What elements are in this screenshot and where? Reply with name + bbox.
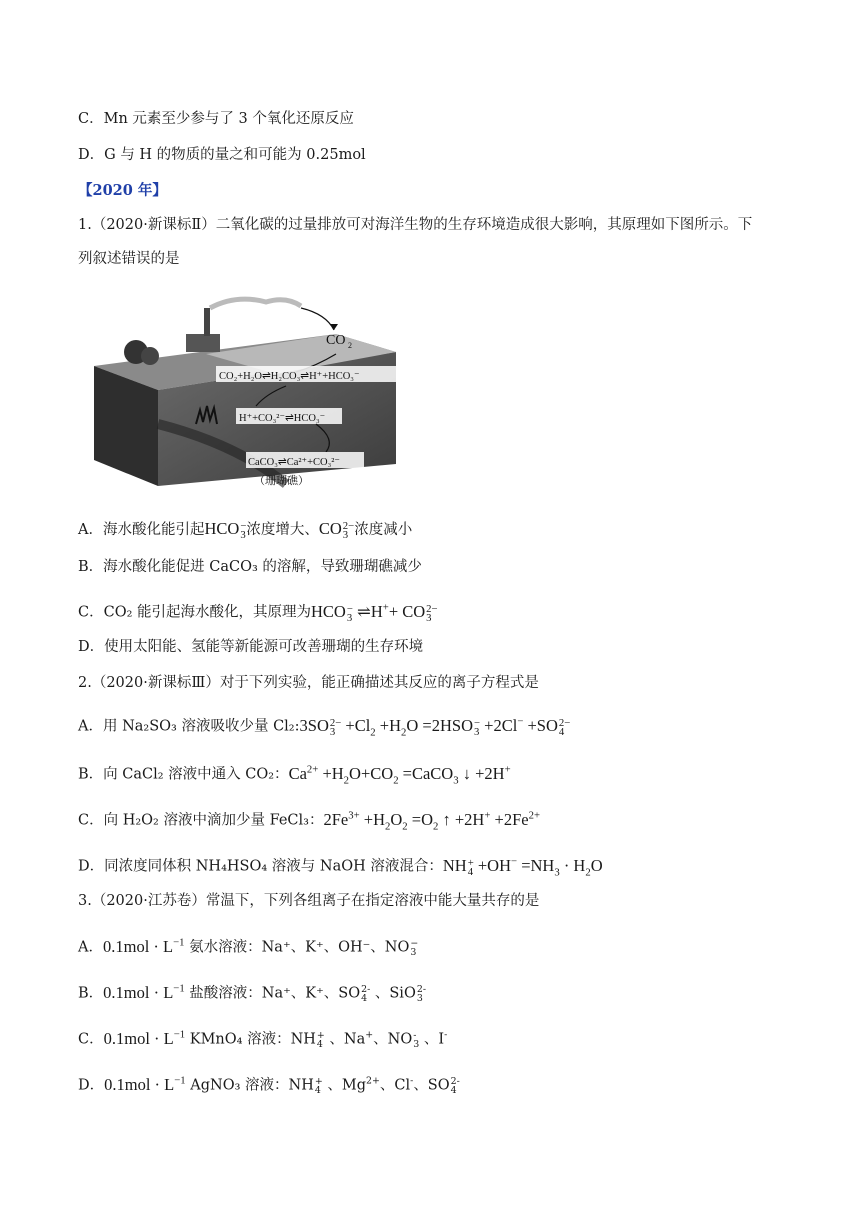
q1-option-c-text: C．CO₂ 能引起海水酸化，其原理为 — [78, 604, 311, 621]
q2-option-b-text: B．向 CaCl₂ 溶液中通入 CO₂： — [78, 766, 289, 783]
factory — [186, 334, 220, 352]
q3-concentration: $0.1mol \cdot L^{-1}$ — [103, 982, 185, 1002]
figure-coral-label: （珊瑚礁） — [254, 474, 309, 487]
q2-option-d-text: D．同浓度同体积 NH₄HSO₄ 溶液与 NaOH 溶液混合： — [78, 858, 443, 875]
q3-option-b: B．$0.1mol \cdot L^{-1}$ 盐酸溶液：Na⁺、K⁺、SO 2- 4 、SiO 2- 3 — [78, 982, 427, 1004]
q1-option-a-text-mid: 浓度增大、 — [246, 522, 319, 538]
figure-equation-3: CaCO₃⇌Ca²⁺+CO₃²⁻ — [248, 457, 340, 468]
nh4-charge: + 4 — [314, 1075, 323, 1096]
q2-option-a-equation: 3SO 2− 3 $+Cl_2 +H_2O =2HSO$ − 3 +2Cl− +SO 2− 4 — [299, 715, 571, 738]
q3-option-c-text: KMnO₄ 溶液：NH — [189, 1031, 316, 1048]
question-2-stem: 2.（2020·新课标Ⅲ）对于下列实验，能正确描述其反应的离子方程式是 — [78, 675, 539, 691]
q3-option-a — [78, 932, 418, 958]
q3-option-c-label: C． — [78, 1031, 104, 1048]
figure-equation-2: H⁺+CO₃²⁻⇌HCO₃⁻ — [239, 413, 326, 424]
q2-option-a — [78, 711, 570, 742]
sio3-charge: 2- 3 — [416, 983, 427, 1004]
q1-option-a — [78, 519, 412, 540]
hco3-formula: HCO − 3 — [204, 519, 247, 542]
q3-concentration: $0.1mol \cdot L^{-1}$ — [102, 936, 185, 956]
q2-option-c — [78, 805, 540, 836]
q3-option-d-label: D． — [78, 1077, 105, 1094]
figure-equation-1: CO₂+H₂O⇌H₂CO₃⇌H⁺+HCO₃⁻ — [219, 371, 360, 382]
q2-option-b-equation: $Ca^{2+} +H_2O+CO_2$ =CaCO$_3$ ↓ +2H+ — [288, 763, 511, 786]
figure-co2-label: CO — [326, 333, 346, 348]
q2-option-c-text: C．向 H₂O₂ 溶液中滴加少量 FeCl₃： — [78, 812, 324, 829]
q2-option-b — [78, 759, 511, 790]
section-heading-2020: 【2020 年】 — [78, 182, 167, 199]
tree-icon — [141, 347, 159, 365]
co3-formula: CO 2− 3 — [318, 519, 355, 542]
nh4-charge: + 4 — [316, 1029, 325, 1050]
question-1-stem: 1.（2020·新课标Ⅱ）二氧化碳的过量排放可对海洋生物的生存环境造成很大影响，其原理如下图所示。下 — [78, 217, 753, 233]
q3-option-b-label: B． — [78, 985, 104, 1002]
ocean-diagram — [86, 294, 406, 494]
q1-option-c — [78, 597, 438, 623]
question-3-stem: 3.（2020·江苏卷）常温下，下列各组离子在指定溶液中能大量共存的是 — [78, 893, 540, 909]
so4-charge: 2- 4 — [361, 983, 371, 1004]
figure-co2-subscript: 2 — [348, 341, 352, 350]
q2-option-a-text: A．用 Na₂SO₃ 溶液吸收少量 Cl₂: — [78, 718, 300, 735]
q3-option-d: D．$0.1mol \cdot L^{-1}$ AgNO₃ 溶液：NH + 4 、$Mg^{2+}$、Cl-、SO 2- 4 — [78, 1074, 460, 1096]
q1-option-b: B．海水酸化能促进 CaCO₃ 的溶解，导致珊瑚礁减少 — [78, 559, 422, 575]
q2-option-d — [78, 851, 603, 882]
q3-concentration-text: 0.1mol · L — [102, 936, 174, 956]
q3-concentration: $0.1mol \cdot L^{-1}$ — [103, 1028, 186, 1048]
q3-option-a-text: 氨水溶液：Na⁺、K⁺、OH⁻、NO — [189, 939, 410, 956]
q1-option-c-equation: HCO − 3 ⇌H++ CO 2− 3 — [311, 601, 438, 624]
so4-charge: 2- 4 — [450, 1075, 460, 1096]
no3-charge: − 3 — [410, 937, 419, 958]
smoke — [210, 299, 301, 308]
chimney — [204, 308, 210, 336]
q2-option-d-equation: NH + 4 $+OH^- =NH_3 \cdot H_2O$ — [442, 855, 603, 878]
no3-charge: - 3 — [413, 1029, 420, 1050]
option-c-previous: C．Mn 元素至少参与了 3 个氧化还原反应 — [78, 111, 354, 127]
q3-option-c: C．$0.1mol \cdot L^{-1}$ KMnO₄ 溶液：NH + 4 、Na+、NO - 3 、I- — [78, 1028, 448, 1050]
q2-option-c-equation: $2Fe^{3+} +H_2O_2 =O_2$ ↑ $+2H^+ +2Fe^{2+}$ — [323, 809, 540, 832]
ocean-acidification-figure — [86, 294, 406, 494]
question-1-stem-continued: 列叙述错误的是 — [78, 251, 180, 267]
arrow-curve — [301, 308, 334, 330]
q3-option-b-text: 盐酸溶液：Na⁺、K⁺、SO — [189, 985, 361, 1002]
q3-concentration-text: 0.1mol · L — [103, 1028, 174, 1048]
q3-option-a-label: A． — [78, 939, 103, 956]
option-d-previous: D．G 与 H 的物质的量之和可能为 0.25mol — [78, 147, 366, 163]
q1-option-d: D．使用太阳能、氢能等新能源可改善珊瑚的生存环境 — [78, 639, 424, 655]
q3-concentration-text: 0.1mol · L — [103, 982, 174, 1002]
arrow-head-icon — [330, 324, 338, 330]
q1-option-a-text-end: 浓度减小 — [354, 522, 413, 538]
q3-option-d-text: AgNO₃ 溶液：NH — [190, 1077, 314, 1094]
q3-concentration: $0.1mol \cdot L^{-1}$ — [104, 1074, 186, 1094]
q1-option-a-text: A．海水酸化能引起 — [78, 522, 205, 538]
q3-concentration-text: 0.1mol · L — [104, 1074, 175, 1094]
